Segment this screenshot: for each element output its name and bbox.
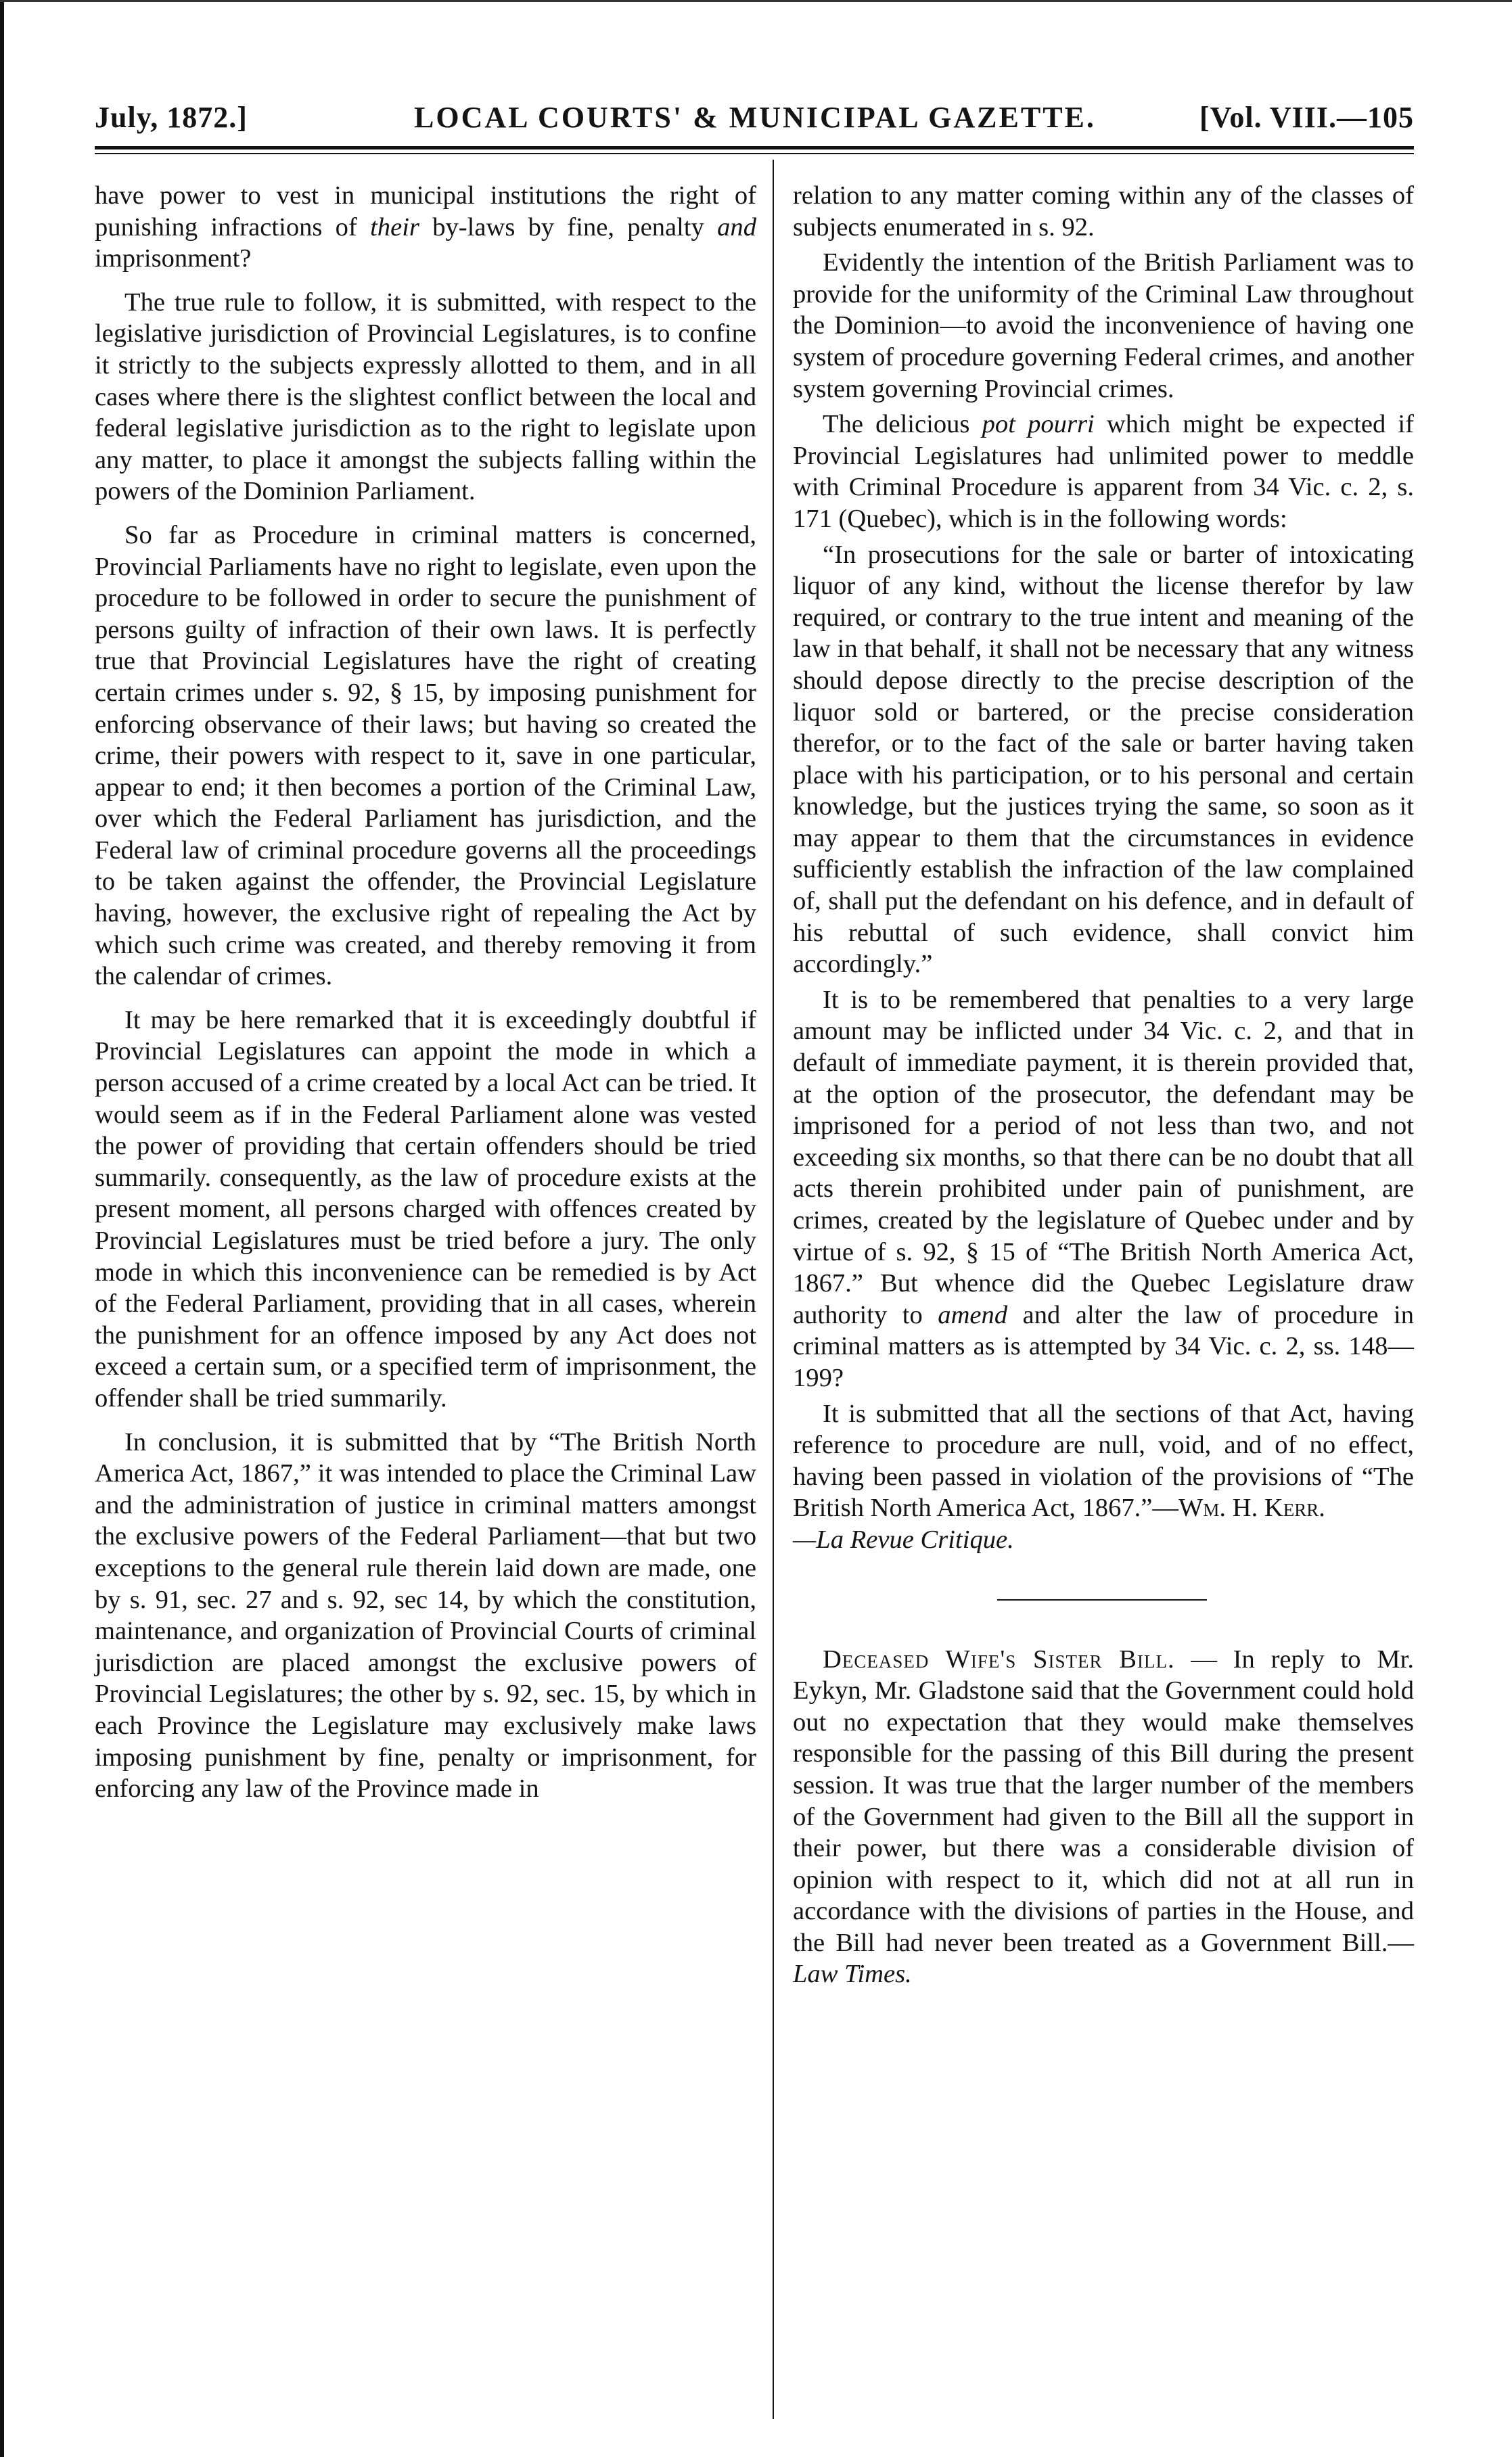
source-attribution: Law Times. <box>793 1960 912 1989</box>
header-date: July, 1872.] <box>95 101 248 134</box>
paragraph: Evidently the intention of the British Parliament was to provide for the uniformity of the Criminal Law throughout the Dominion—to avoid the inconvenience of having one system of procedure governing Federal crimes, and another system governing Provincial crimes. <box>793 248 1414 403</box>
news-item-heading: Deceased Wife's Sister Bill. <box>823 1645 1175 1674</box>
header-rule-thick <box>95 146 1414 150</box>
paragraph: In conclusion, it is submitted that by “The British North America Act, 1867,” it was intended to place the Criminal Law and the administration of justice in criminal matters amongst the exclusive powers of the Federal Parliament—that but two exceptions to the general rule therein laid down are made, one by s. 91, sec. 27 and s. 92, sec 14, by which the constitution, maintenance, and organization of Provincial Courts of criminal jurisdiction are placed amongst the exclusive powers of Provincial Legislatures; the other by s. 92, sec. 15, by which in each Province the Legislature may exclusively make laws imposing punishment by fine, penalty or imprisonment, for enforcing any law of the Province made in <box>95 1427 756 1804</box>
scan-edge-left <box>0 0 4 2457</box>
news-item: Deceased Wife's Sister Bill. — In reply to Mr. Eykyn, Mr. Gladstone said that the Government could hold out no expectation that they would make themselves responsible for the passing of this Bill during the present session. It was true that the larger number of the members of the Government had given to the Bill all the support in their power, but there was a considerable division of opinion with respect to it, which did not at all run in accordance with the divisions of parties in the House, and the Bill had never been treated as a Government Bill.—Law Times. <box>793 1645 1415 1989</box>
left-column <box>95 180 756 1817</box>
paragraph: have power to vest in municipal institutions the right of punishing infractions of their by-laws by fine, penalty and imprisonment? <box>95 181 756 273</box>
header-volume-page: [Vol. VIII.—105 <box>1199 101 1414 134</box>
paragraph: relation to any matter coming within any of the classes of subjects enumerated in s. 92. <box>793 181 1414 242</box>
paragraph: It is submitted that all the sections of that Act, having reference to procedure are null, void, and of no effect, having been passed in violation of the provisions of “The British North America Act, 1867.”—Wm. H. Kerr. —La Revue Critique. <box>793 1399 1414 1554</box>
paragraph: It may be here remarked that it is exceedingly doubtful if Provincial Legislatures can appoint the mode in which a person accused of a crime created by a local Act can be tried. It would seem as if in the Federal Parliament alone was vested the power of providing that certain offenders should be tried summarily. consequently, as the law of procedure exists at the present moment, all persons charged with offences created by Provincial Legislatures must be tried before a jury. The only mode in which this inconvenience can be remedied is by Act of the Federal Parliament, providing that in all cases, wherein the punishment for an offence imposed by any Act does not exceed a certain sum, or a specified term of imprisonment, the offender shall be tried summarily. <box>95 1005 756 1413</box>
author-signature: Wm. H. Kerr. <box>1178 1494 1325 1523</box>
column-divider <box>773 160 774 2419</box>
header-rule-thin <box>95 153 1414 154</box>
scan-edge-top <box>0 0 1512 2</box>
right-column <box>793 180 1414 2002</box>
paragraph: The delicious pot pourri which might be expected if Provincial Legislatures had unlimited power to meddle with Criminal Procedure is apparent from 34 Vic. c. 2, s. 171 (Quebec), which is in the following words: <box>793 410 1414 533</box>
section-separator <box>997 1599 1207 1601</box>
paragraph: It is to be remembered that penalties to a very large amount may be inflicted under 34 Vic. c. 2, and that in default of immediate payment, it is therein provided that, at the option of the prosecutor, the defendant may be imprisoned for a period of not less than two, and not exceeding six months, so that there can be no doubt that all acts therein prohibited under pain of punishment, are crimes, created by the legislature of Quebec under and by virtue of s. 92, § 15 of “The British North America Act, 1867.” But whence did the Quebec Legislature draw authority to amend and alter the law of procedure in criminal matters as is attempted by 34 Vic. c. 2, ss. 148—199? <box>793 985 1415 1392</box>
paragraph: So far as Procedure in criminal matters is concerned, Provincial Parliaments have no right to legislate, even upon the procedure to be followed in order to secure the punishment of persons guilty of infraction of their own laws. It is perfectly true that Provincial Legislatures have the right of creating certain crimes under s. 92, § 15, by imposing punishment for enforcing observance of their laws; but having so created the crime, their powers with respect to it, save in one particular, appear to end; it then becomes a portion of the Criminal Law, over which the Federal Parliament has jurisdiction, and the Federal law of criminal procedure governs all the proceedings to be taken against the offender, the Provincial Legislature having, however, the exclusive right of repealing the Act by which such crime was created, and thereby removing it from the calendar of crimes. <box>95 520 756 991</box>
source-attribution: —La Revue Critique. <box>793 1525 1014 1554</box>
quoted-statute: “In prosecutions for the sale or barter of intoxicating liquor of any kind, without the license therefor by law required, or contrary to the true intent and meaning of the law in that behalf, it shall not be necessary that any witness should depose directly to the precise description of the liquor sold or bartered, or the precise consideration therefor, or to the fact of the sale or barter having taken place with his participation, or to his personal and certain knowledge, but the justices trying the same, so soon as it may appear to them that the circumstances in evidence sufficiently establish the infraction of the law complained of, shall put the defendant on his defence, and in default of his rebuttal of such evidence, shall convict him accordingly.” <box>793 540 1414 979</box>
header-publication-title: LOCAL COURTS' & MUNICIPAL GAZETTE. <box>414 101 1096 134</box>
paragraph: The true rule to follow, it is submitted, with respect to the legislative jurisdiction of Provincial Legislatures, is to confine it strictly to the subjects expressly allotted to them, and in all cases where there is the slightest conflict between the local and federal legislative jurisdiction as to the right to legislate upon any matter, to place it amongst the subjects falling within the powers of the Dominion Parliament. <box>95 288 756 506</box>
running-header <box>95 100 1414 141</box>
